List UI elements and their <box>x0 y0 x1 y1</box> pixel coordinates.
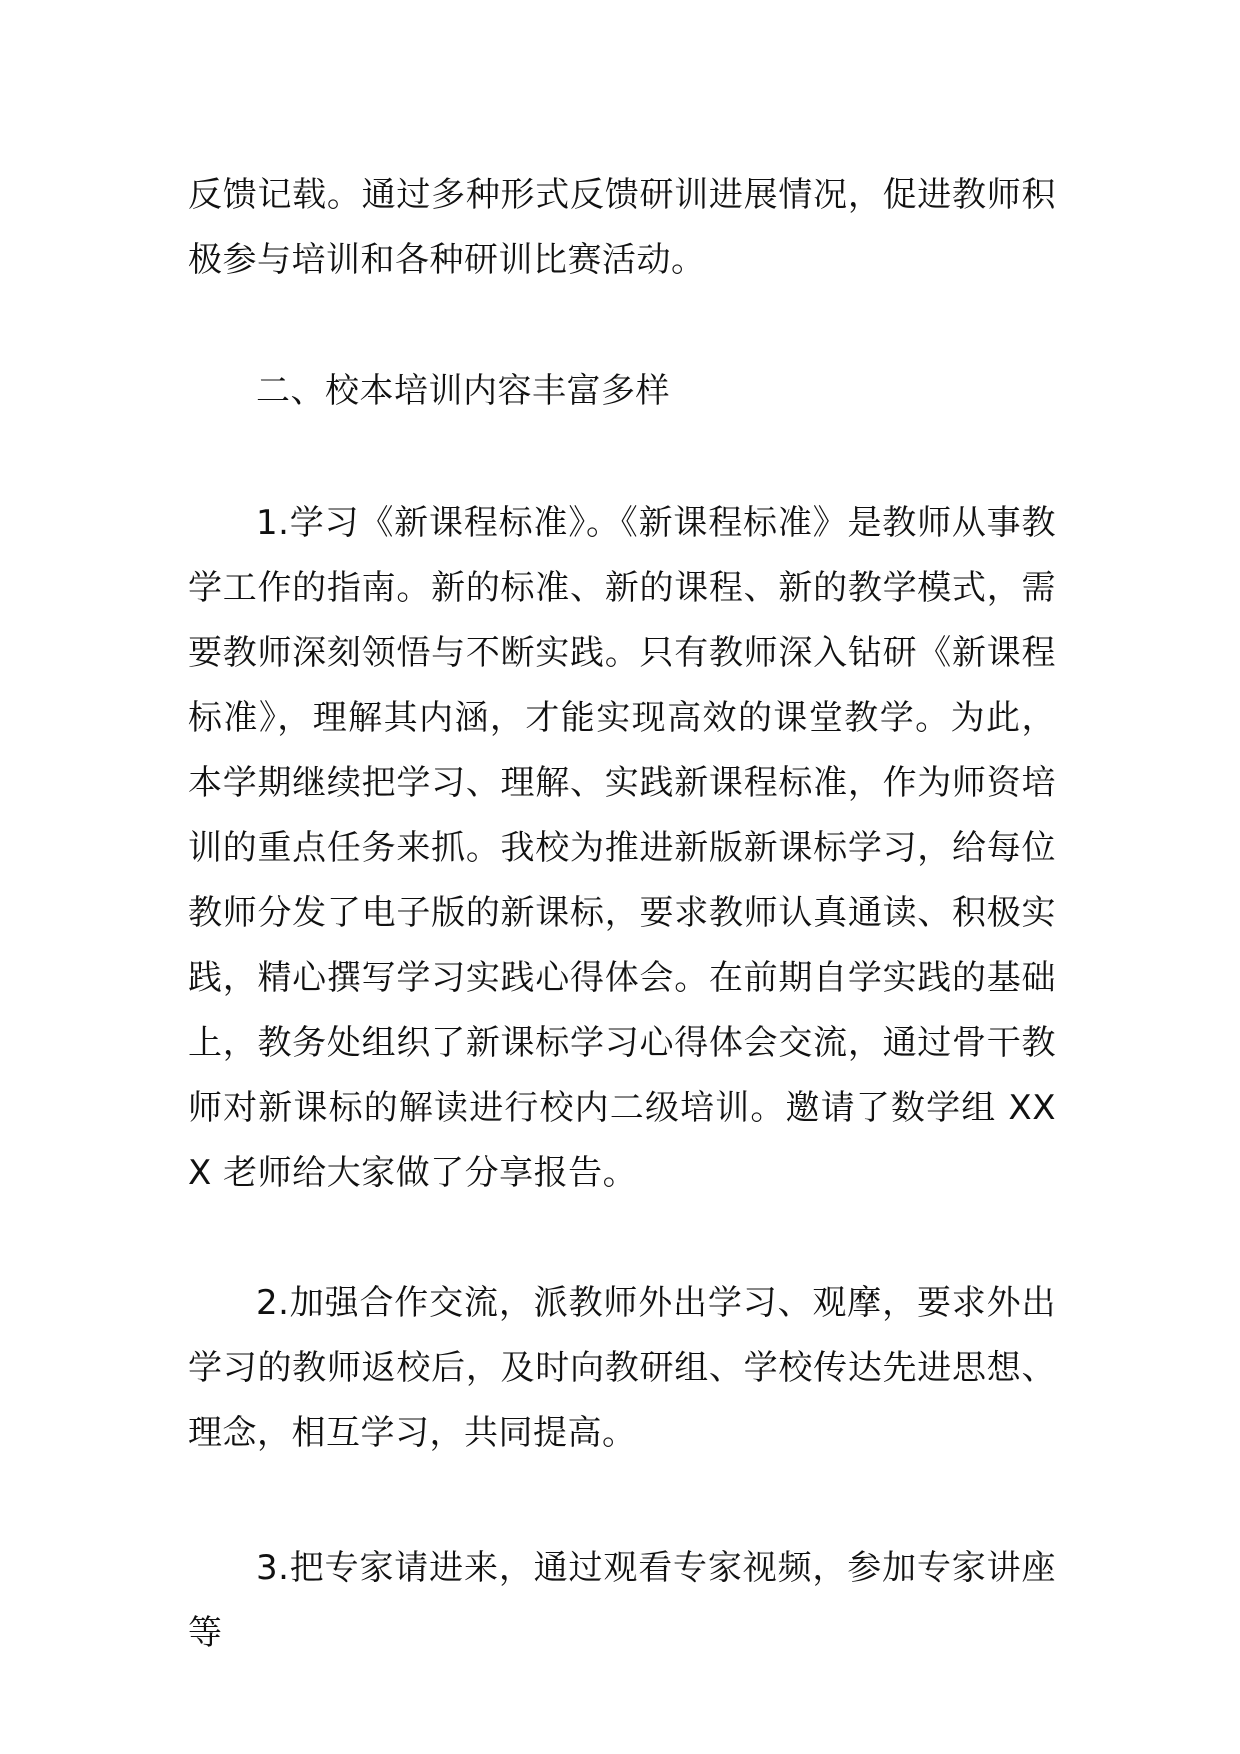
paragraph-item-3: 3.把专家请进来，通过观看专家视频，参加专家讲座等 <box>188 1548 1056 1653</box>
section-heading-2: 二、校本培训内容丰富多样 <box>256 371 670 411</box>
paragraph-item-1: 1.学习《新课程标准》。《新课程标准》是教师从事教学工作的指南。新的标准、新的课程、新的教学模式，需要教师深刻领悟与不断实践。只有教师深入钻研《新课程标准》，理解其内涵，才能实现高效的课堂教学。为此，本学期继续把学习、理解、实践新课程标准，作为师资培训的重点任务来抓。我校为推进新版新课标学习，给每位教师分发了电子版的新课标，要求教师认真通读、积极实践，精心撰写学习实践心得体会。在前期自学实践的基础上，教务处组织了新课标学习心得体会交流，通过骨干教师对新课标的解读进行校内二级培训。邀请了数学组 XXX 老师给大家做了分享报告。 <box>188 503 1056 1193</box>
paragraph-feedback-record: 反馈记载。通过多种形式反馈研训进展情况，促进教师积极参与培训和各种研训比赛活动。 <box>188 175 1056 280</box>
paragraph-item-2: 2.加强合作交流，派教师外出学习、观摩，要求外出学习的教师返校后，及时向教研组、学校传达先进思想、理念，相互学习，共同提高。 <box>188 1283 1056 1453</box>
